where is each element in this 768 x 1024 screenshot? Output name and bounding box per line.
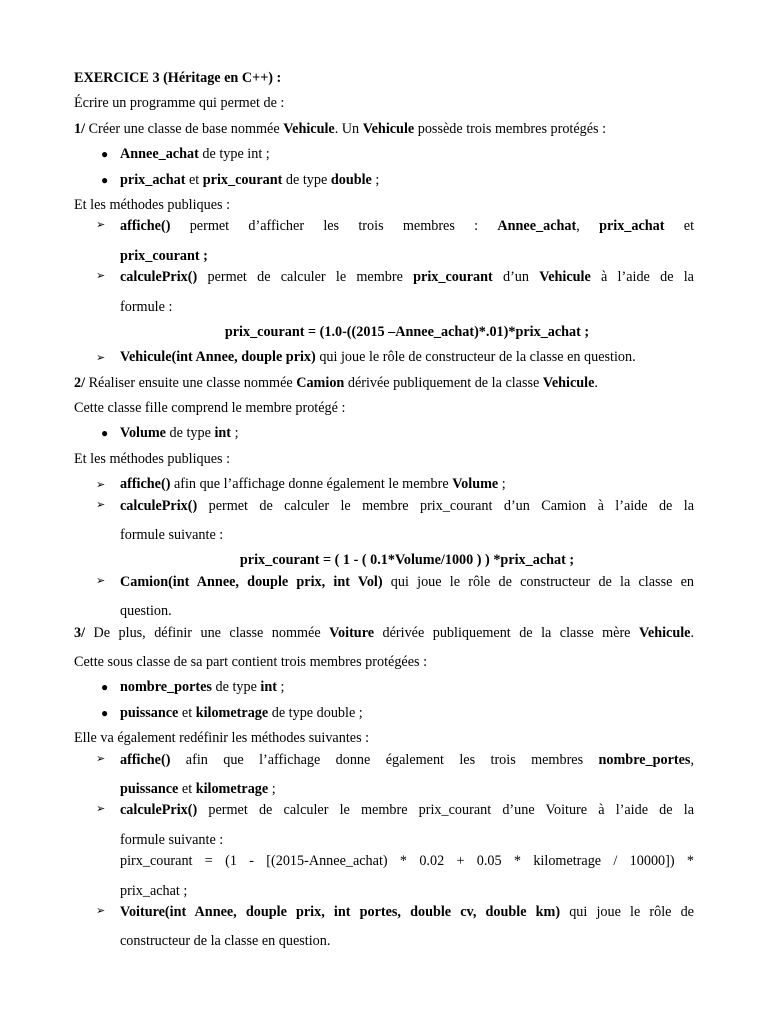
method-name: affiche() xyxy=(120,476,171,493)
part3-subtitle: Cette sous classe de sa part contient trois membres protégées : xyxy=(74,653,428,670)
part3-number: 3/ xyxy=(74,624,86,641)
list-text: ; xyxy=(276,679,285,696)
part2-text: Réaliser ensuite une classe nommée xyxy=(85,374,297,391)
method-text: , xyxy=(690,751,694,768)
bullet-icon: ● xyxy=(101,705,109,720)
list-text: et xyxy=(178,704,196,721)
list-text: de type double ; xyxy=(268,704,363,721)
part1-text: possède trois membres protégés : xyxy=(414,120,607,137)
member-name: puissance xyxy=(120,704,179,721)
method-name: calculePrix() xyxy=(120,269,198,286)
intro-text: Écrire un programme qui permet de : xyxy=(74,95,285,112)
method-text: qui joue le rôle de xyxy=(560,903,694,920)
methods-label: Et les méthodes publiques : xyxy=(74,196,231,213)
part1-text: Créer une classe de base nommée xyxy=(85,120,284,137)
list-item xyxy=(74,142,694,167)
method-text: , xyxy=(576,218,600,235)
member-name: Volume xyxy=(452,476,499,493)
arrow-bullet-icon: ➢ xyxy=(96,903,106,917)
method-item xyxy=(74,269,694,320)
arrow-bullet-icon: ➢ xyxy=(96,573,106,587)
method-text: ; xyxy=(268,780,276,797)
method-text: et xyxy=(664,218,694,235)
constructor-signature: Vehicule(int Annee, douple prix) xyxy=(120,349,316,366)
list-text: de type xyxy=(282,171,331,188)
method-item xyxy=(74,904,694,955)
method-text: d’un xyxy=(492,269,540,286)
method-item xyxy=(74,345,694,370)
part3-text: De plus, définir une classe nommée xyxy=(85,624,330,641)
member-name: Volume xyxy=(120,425,166,442)
list-item xyxy=(74,701,694,726)
list-item xyxy=(74,675,694,700)
member-name: kilometrage xyxy=(195,704,269,721)
method-item xyxy=(74,498,694,549)
method-item xyxy=(74,472,694,497)
formula: prix_courant = ( 1 - ( 0.1*Volume/1000 ) ) *prix_achat ; xyxy=(239,552,575,569)
class-name-vehicule: Vehicule xyxy=(542,374,595,391)
arrow-bullet-icon: ➢ xyxy=(96,478,106,492)
member-name: Annee_achat xyxy=(120,146,199,163)
member-name: prix_courant xyxy=(413,269,493,286)
list-text: de type xyxy=(165,425,215,442)
bullet-icon: ● xyxy=(101,172,109,187)
method-line xyxy=(120,218,694,243)
part3-text: . xyxy=(690,624,694,641)
method-item xyxy=(74,218,694,269)
arrow-bullet-icon: ➢ xyxy=(96,802,106,816)
formula: prix_courant = (1.0-((2015 –Annee_achat)*.01)*prix_achat ; xyxy=(224,323,590,340)
list-text: ; xyxy=(231,425,239,442)
member-name: prix_achat xyxy=(120,171,186,188)
method-line-continuation: formule suivante : xyxy=(120,831,224,848)
method-text: permet de calculer le membre prix_courant d’une Voiture à l’aide de la xyxy=(197,802,694,819)
part2-text: dérivée publiquement de la classe xyxy=(344,374,543,391)
member-type: int xyxy=(214,425,232,442)
formula: pirx_courant = (1 - [(2015-Annee_achat) * 0.02 + 0.05 * kilometrage / 10000]) * xyxy=(120,853,694,870)
method-text: et xyxy=(178,780,196,797)
list-item xyxy=(74,421,694,446)
class-name-camion: Camion xyxy=(296,374,345,391)
part1-heading xyxy=(74,117,694,142)
class-name-vehicule: Vehicule xyxy=(638,624,691,641)
member-name: prix_courant xyxy=(202,171,283,188)
part1-text: . Un xyxy=(334,120,363,137)
exercise-document xyxy=(74,66,694,955)
member-name: kilometrage xyxy=(195,780,269,797)
method-line-continuation: formule suivante : xyxy=(120,527,224,544)
part2-number: 2/ xyxy=(74,374,86,391)
method-text: permet d’afficher les trois membres : xyxy=(170,218,498,235)
part2-heading xyxy=(74,371,694,396)
member-name: nombre_portes xyxy=(120,679,212,696)
arrow-bullet-icon: ➢ xyxy=(96,218,106,232)
method-line-continuation: question. xyxy=(120,603,172,620)
method-line-continuation: prix_courant ; xyxy=(120,247,208,264)
method-item xyxy=(74,752,694,803)
method-item xyxy=(74,802,694,904)
class-name-vehicule: Vehicule xyxy=(283,120,335,137)
member-name: nombre_portes xyxy=(598,751,691,768)
arrow-bullet-icon: ➢ xyxy=(96,269,106,283)
method-text: qui joue le rôle de constructeur de la classe en question. xyxy=(315,349,636,366)
method-line-continuation: formule : xyxy=(120,298,173,315)
method-name: affiche() xyxy=(120,218,171,235)
member-name: puissance xyxy=(120,780,179,797)
list-text: et xyxy=(185,171,203,188)
part3-text: dérivée publiquement de la classe mère xyxy=(374,624,639,641)
method-text: afin que l’affichage donne également les trois membres xyxy=(170,751,599,768)
list-text: ; xyxy=(371,171,380,188)
arrow-bullet-icon: ➢ xyxy=(96,351,106,365)
class-name-vehicule: Vehicule xyxy=(362,120,415,137)
method-line-continuation: constructeur de la classe en question. xyxy=(120,933,331,950)
list-item xyxy=(74,168,694,193)
method-line xyxy=(120,904,694,929)
method-line xyxy=(120,269,694,294)
class-name-vehicule: Vehicule xyxy=(539,269,591,286)
method-text: permet de calculer le membre xyxy=(197,269,414,286)
methods-label: Elle va également redéfinir les méthodes suivantes : xyxy=(74,730,370,747)
bullet-icon: ● xyxy=(101,426,109,441)
member-type: double xyxy=(330,171,372,188)
method-name: calculePrix() xyxy=(120,802,198,819)
constructor-signature: Voiture(int Annee, douple prix, int portes, double cv, double km) xyxy=(120,903,561,920)
member-type: de type int ; xyxy=(198,146,270,163)
member-type: int xyxy=(260,679,277,696)
constructor-signature: Camion(int Annee, douple prix, int Vol) xyxy=(120,573,383,590)
method-line-continuation xyxy=(120,777,694,802)
method-text: à l’aide de la xyxy=(590,269,694,286)
methods-label: Et les méthodes publiques : xyxy=(74,450,231,467)
method-line xyxy=(120,574,694,599)
arrow-bullet-icon: ➢ xyxy=(96,751,106,765)
list-text: de type xyxy=(211,679,261,696)
class-name-voiture: Voiture xyxy=(329,624,375,641)
method-text: permet de calculer le membre prix_courant d’un Camion à l’aide de la xyxy=(197,497,694,514)
method-name: calculePrix() xyxy=(120,497,198,514)
member-name: prix_achat xyxy=(599,218,665,235)
arrow-bullet-icon: ➢ xyxy=(96,497,106,511)
method-name: affiche() xyxy=(120,751,171,768)
member-name: Annee_achat xyxy=(497,218,577,235)
formula-continuation: prix_achat ; xyxy=(120,882,188,899)
method-text: afin que l’affichage donne également le membre xyxy=(170,476,453,493)
bullet-icon: ● xyxy=(101,680,109,695)
part2-text: . xyxy=(594,374,598,391)
exercise-title: EXERCICE 3 (Héritage en C++) : xyxy=(74,70,282,86)
part3-heading xyxy=(74,625,694,650)
part1-number: 1/ xyxy=(74,120,86,137)
method-text: qui joue le rôle de constructeur de la classe en xyxy=(382,573,694,590)
method-text: ; xyxy=(498,476,506,493)
bullet-icon: ● xyxy=(101,147,109,162)
method-line xyxy=(120,498,694,523)
method-line xyxy=(120,752,694,777)
method-line xyxy=(120,802,694,827)
part2-subtitle: Cette classe fille comprend le membre protégé : xyxy=(74,400,346,417)
method-item xyxy=(74,574,694,625)
